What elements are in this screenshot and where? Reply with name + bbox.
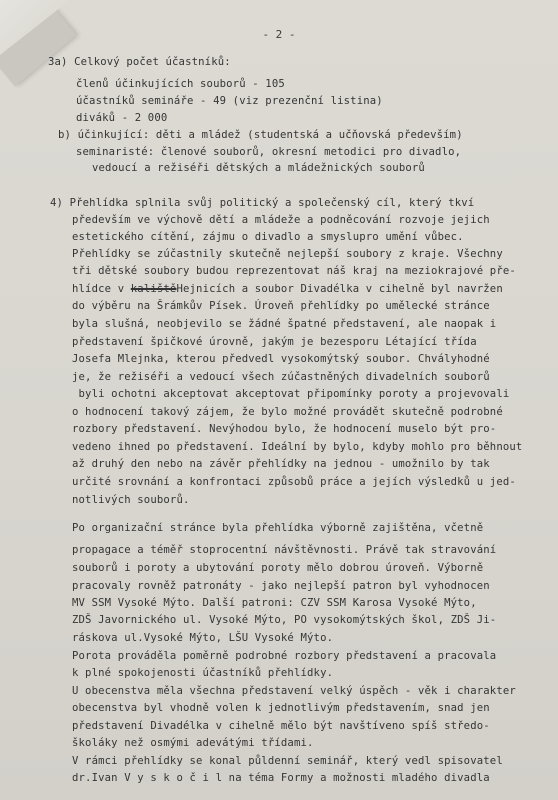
text-line: až druhý den nebo na závěr přehlídky na jednou - umožnilo by tak (72, 458, 490, 470)
text-line: je, že režiséři a vedoucí všech zúčastněných divadelních souborů (72, 371, 490, 383)
text-line: představení špičkové úrovně, jakým je bezesporu Létající třída (72, 336, 477, 348)
text-line: vedeno ihned po představení. Ideální by bylo, kdyby mohlo pro běhnout (72, 441, 523, 453)
text-line: školáky než osmými adevátými třídami. (72, 737, 314, 749)
text-line: vedoucí a režiséři dětských a mládežnických souborů (92, 162, 425, 174)
text-line: představení Divadélka v cihelně mělo být navštíveno spíš středo- (72, 720, 490, 732)
text-line: dr.Ivan V y s k o č i l na téma Formy a možnosti mladého divadla (72, 772, 490, 784)
text-line: diváků - 2 000 (76, 112, 168, 124)
text-line: V rámci přehlídky se konal půldenní seminář, který vedl spisovatel (72, 755, 503, 767)
text-line: členů účinkujících souborů - 105 (76, 78, 285, 90)
text-line: určité srovnání a konfrontaci způsobů práce a jejích výsledků u jed- (72, 476, 516, 488)
text-line: souborů i poroty a ubytování poroty mělo dobrou úroveň. Výborně (72, 562, 484, 574)
text-line: o hodnocení takový zájem, že bylo možné provádět skutečně podrobné (72, 406, 503, 418)
text-line: obecenstva byl vhodně volen k jednotlivým představením, snad jen (72, 702, 490, 714)
section3b-heading: b) účinkující: děti a mládež (studentská a učňovská především) (58, 129, 463, 141)
text-line: notlivých souborů. (72, 494, 190, 506)
text-line: byla slušná, neobjevilo se žádné špatné představení, ale naopak i (72, 318, 497, 330)
text-line: účastníků semináře - 49 (viz prezenční listina) (76, 95, 383, 107)
section4-heading: 4) Přehlídka splnila svůj politický a společenský cíl, který tkví (50, 197, 475, 209)
text-line: MV SSM Vysoké Mýto. Další patroni: CZV SSM Karosa Vysoké Mýto, (72, 597, 477, 609)
text-line: propagace a téměř stoprocentní návštěvnosti. Právě tak stravování (72, 544, 497, 556)
text-line: ráskova ul.Vysoké Mýto, LŠU Vysoké Mýto. (72, 632, 334, 644)
section3-heading: 3a) Celkový počet účastníků: (48, 56, 231, 68)
text-line: k plné spokojenosti účastníků přehlídky. (72, 667, 334, 679)
text-line: rozbory představení. Nevýhodou bylo, že hodnocení muselo být pro- (72, 423, 497, 435)
text-line: U obecenstva měla všechna představení velký úspěch - věk i charakter (72, 685, 516, 697)
text-line: tři dětské soubory budou reprezentovat náš kraj na meziokrajové pře- (72, 265, 516, 277)
text-line: Josefa Mlejnka, kterou předvedl vysokomýtský soubor. Chvályhodné (72, 353, 490, 365)
text-line: seminaristé: členové souborů, okresní metodici pro divadlo, (76, 146, 462, 158)
text-line: estetického cítění, zájmu o divadlo a smyslupro umění vůbec. (72, 231, 464, 243)
struck-word: kaliště (130, 283, 177, 295)
text-line: hlídce v kalištěHejnicích a soubor Divadélka v cihelně byl navržen (72, 283, 503, 295)
page-number: - 2 - (262, 28, 296, 41)
text-line: Porota prováděla poměrně podrobné rozbory představení a pracovala (72, 650, 497, 662)
text-line: do výběru na Šrámkův Písek. Úroveň přehlídky po umělecké stránce (72, 300, 490, 312)
text-line: byli ochotni akceptovat akceptovat připomínky poroty a projevovali (72, 388, 510, 400)
text-line: Přehlídky se zúčastnily skutečně nejlepší soubory z kraje. Všechny (72, 248, 503, 260)
text-line: Po organizační stránce byla přehlídka výborně zajištěna, včetně (72, 522, 484, 534)
text-line: ZDŠ Javornického ul. Vysoké Mýto, PO vysokomýtských škol, ZDŠ Ji- (72, 614, 497, 626)
text-line: především ve výchově dětí a mládeže a podněcování rozvoje jejich (72, 214, 490, 226)
text-line: pracovaly rovněž patronáty - jako nejlepší patron byl vyhodnocen (72, 580, 490, 592)
